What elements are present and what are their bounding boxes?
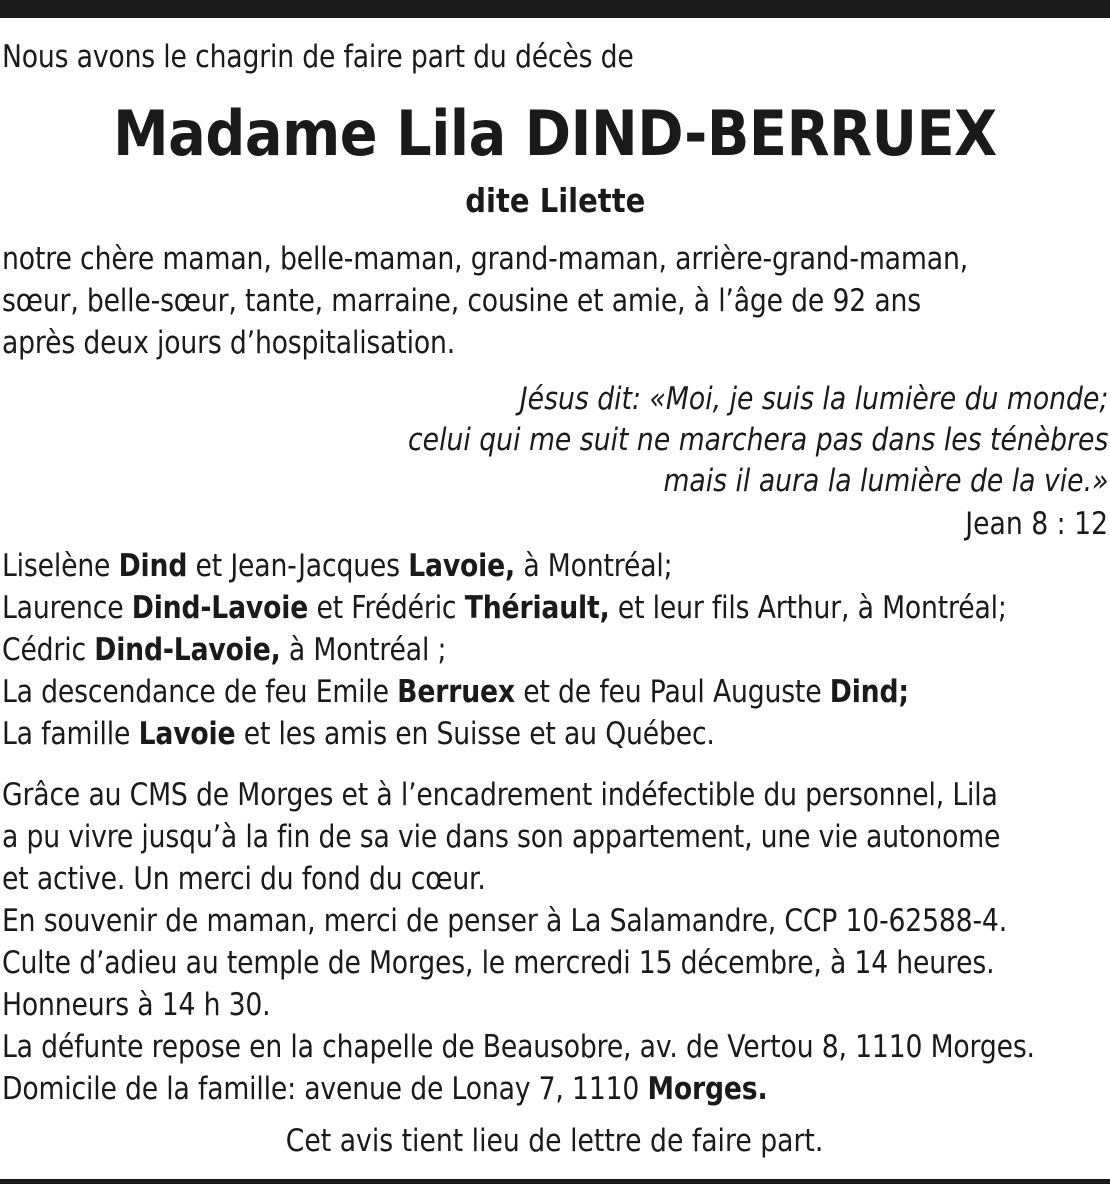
family-surname: Lavoie, bbox=[408, 548, 516, 584]
family-line bbox=[2, 631, 446, 669]
verse-line-1: Jésus dit: «Moi, je suis la lumière du monde; bbox=[519, 381, 1108, 417]
family-text: et Frédéric bbox=[308, 590, 465, 626]
family-surname: Thériault, bbox=[464, 590, 610, 626]
nickname bbox=[0, 180, 1110, 222]
family-text: La descendance de feu Emile bbox=[2, 674, 398, 710]
bottom-rule bbox=[0, 1179, 1110, 1184]
family-line bbox=[2, 547, 672, 585]
verse-reference: Jean 8 : 12 bbox=[965, 506, 1108, 542]
family-address bbox=[2, 1070, 767, 1108]
honours-text: Honneurs à 14 h 30. bbox=[2, 987, 271, 1023]
service-text: Culte d’adieu au temple de Morges, le mercredi 15 décembre, à 14 heures. bbox=[2, 945, 995, 981]
family-text: et leur fils Arthur, à Montréal; bbox=[609, 590, 1007, 626]
intro-text: Nous avons le chagrin de faire part du décès de bbox=[2, 39, 634, 75]
family-text: La famille bbox=[2, 716, 139, 752]
family-surname: Berruex bbox=[397, 674, 515, 710]
family-text: Liselène bbox=[2, 548, 119, 584]
description-line-2: sœur, belle-sœur, tante, marraine, cousine et amie, à l’âge de 92 ans bbox=[2, 283, 921, 319]
deceased-name bbox=[0, 96, 1110, 172]
closing-note bbox=[0, 1122, 1110, 1160]
family-address-text: Domicile de la famille: avenue de Lonay 7, 1110 bbox=[2, 1071, 648, 1107]
thanks-line-3: et active. Un merci du fond du cœur. bbox=[2, 861, 486, 897]
family-line bbox=[2, 589, 1007, 627]
family-text: et Jean-Jacques bbox=[187, 548, 409, 584]
family-surname: Dind-Lavoie bbox=[131, 590, 309, 626]
description-line-1: notre chère maman, belle-maman, grand-maman, arrière-grand-maman, bbox=[2, 241, 969, 277]
family-text: Laurence bbox=[2, 590, 132, 626]
family-text: et de feu Paul Auguste bbox=[514, 674, 830, 710]
family-text: Cédric bbox=[2, 632, 95, 668]
family-address-city: Morges. bbox=[647, 1071, 768, 1107]
family-surname: Dind bbox=[118, 548, 188, 584]
top-rule bbox=[0, 0, 1110, 18]
rest-location-text: La défunte repose en la chapelle de Beausobre, av. de Vertou 8, 1110 Morges. bbox=[2, 1029, 1035, 1065]
family-text: à Montréal; bbox=[515, 548, 673, 584]
nickname-text: dite Lilette bbox=[464, 181, 645, 220]
thanks-line-2: a pu vivre jusqu’à la fin de sa vie dans son appartement, une vie autonome bbox=[2, 819, 1001, 855]
closing-note-text: Cet avis tient lieu de lettre de faire part. bbox=[286, 1123, 824, 1159]
family-line bbox=[2, 715, 715, 753]
family-text: à Montréal ; bbox=[280, 632, 447, 668]
description-line-3: après deux jours d’hospitalisation. bbox=[2, 325, 456, 361]
family-text: et les amis en Suisse et au Québec. bbox=[235, 716, 715, 752]
family-surname: Dind; bbox=[829, 674, 909, 710]
donation-text: En souvenir de maman, merci de penser à La Salamandre, CCP 10-62588-4. bbox=[2, 903, 1008, 939]
verse-line-2: celui qui me suit ne marchera pas dans les ténèbres bbox=[407, 422, 1108, 458]
deceased-name-text: Madame Lila DIND-BERRUEX bbox=[113, 97, 997, 170]
family-surname: Dind-Lavoie, bbox=[94, 632, 281, 668]
thanks-line-1: Grâce au CMS de Morges et à l’encadrement indéfectible du personnel, Lila bbox=[2, 777, 998, 813]
family-surname: Lavoie bbox=[138, 716, 236, 752]
verse-line-3: mais il aura la lumière de la vie.» bbox=[662, 463, 1108, 499]
family-line bbox=[2, 673, 909, 711]
